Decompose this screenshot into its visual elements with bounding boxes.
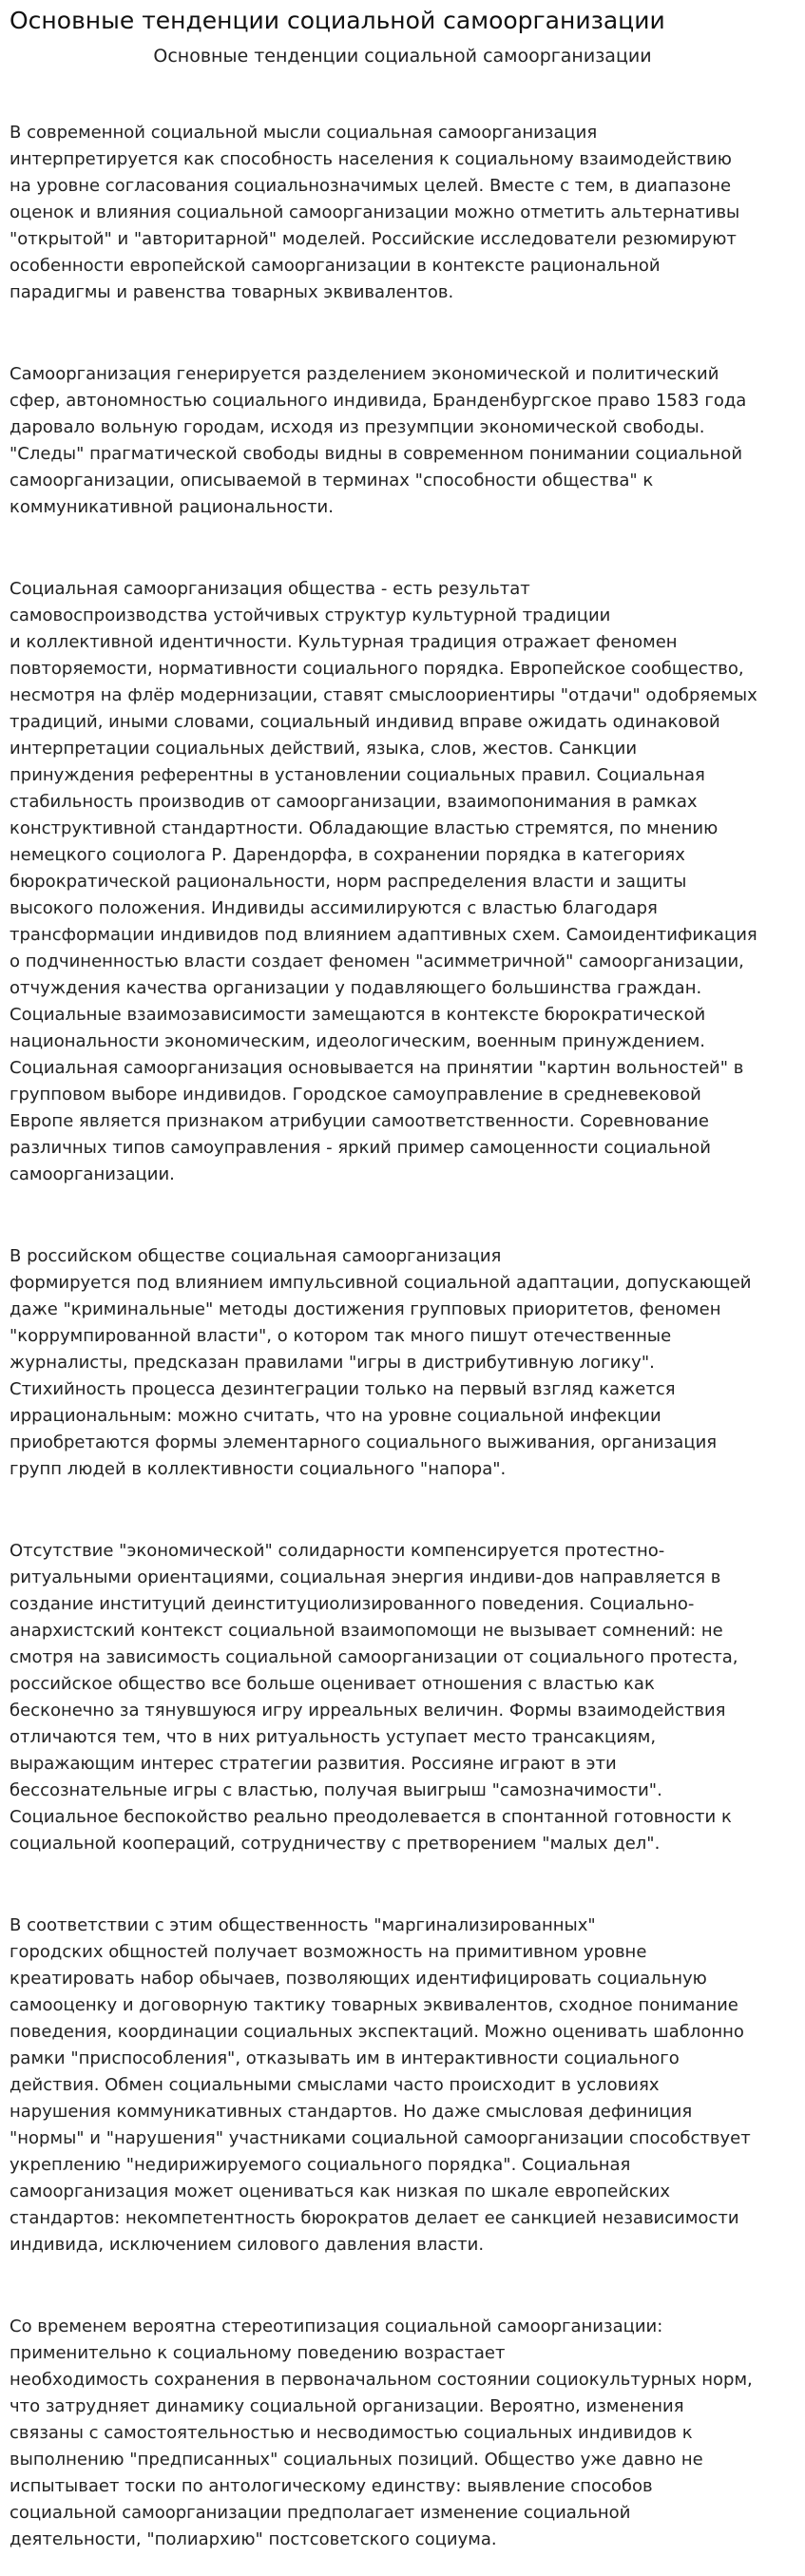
article-subtitle: Основные тенденции социальной самоорганизации (153, 46, 652, 67)
paragraph: В российском обществе социальная самоорганизация формируется под влиянием импульсивной социальной адаптации, допускающей даже "криминальные" методы достижения групповых приоритетов, феномен "коррумпированной власти", о котором так много пишут отечественные журналисты, предсказан правилами "игры в дистрибутивную логику". Стихийность процесса дезинтеграции только на первый взгляд кажется иррациональным: можно считать, что на уровне социальной инфекции приобретаются формы элементарного социального выживания, организация групп людей в коллективности социального "напора". (10, 1246, 752, 1479)
paragraph: Со временем вероятна стереотипизация социальной самоорганизации: применительно к социальному поведению возрастает необходимость сохранения в первоначальном состоянии социокультурных норм, что затрудняет динамику социальной организации. Вероятно, изменения связаны с самостоятельностью и несводимостью социальных индивидов к выполнению "предписанных" социальных позиций. Общество уже давно не испытывает тоски по антологическому единству: выявление способов социальной самоорганизации предполагает изменение социальной деятельности, "полиархию" постсоветского социума. (10, 2316, 753, 2549)
paragraph: Отсутствие "экономической" солидарности компенсируется протестно- ритуальными ориентациями, социальная энергия индиви-дов направляется в создание институций деинституциолизированного поведения. Социально- анархистский контекст социальной взаимопомощи не вызывает сомнений: не смотря на зависимость социальной самоорганизации от социального протеста, российское общество все больше оценивает отношения с властью как бесконечно за тянувшуюся игру ирреальных величин. Формы взаимодействия отличаются тем, что в них ритуальность уступает место трансакциям, выражающим интерес стратегии развития. Россияне играют в эти бессознательные игры с властью, получая выигрыш "самозначимости". Социальное беспокойство реально преодолевается в спонтанной готовности к социальной коопераций, сотрудничеству с претворением "малых дел". (10, 1541, 738, 1854)
paragraph: В современной социальной мысли социальная самоорганизация интерпретируется как способность населения к социальному взаимодействию на уровне согласования социальнозначимых целей. Вместе с тем, в диапазоне оценок и влияния социальной самоорганизации можно отметить альтернативы "открытой" и "авторитарной" моделей. Российские исследователи резюмируют особенности европейской самоорганизации в контексте рациональной парадигмы и равенства товарных эквивалентов. (10, 123, 740, 302)
paragraph: Социальная самоорганизация общества - есть результат самовоспроизводства устойчивых структур культурной традиции и коллективной идентичности. Культурная традиция отражает феномен повторяемости, нормативности социального порядка. Европейское сообщество, несмотря на флёр модернизации, ставят смыслоориентиры "отдачи" одобряемых традиций, иными словами, социальный индивид вправе ожидать одинаковой интерпретации социальных действий, языка, слов, жестов. Санкции принуждения референтны в установлении социальных правил. Социальная стабильность производив от самоорганизации, взаимопонимания в рамках конструктивной стандартности. Обладающие властью стремятся, по мнению немецкого социолога Р. Дарендорфа, в сохранении порядка в категориях бюрократической рациональности, норм распределения власти и защиты высокого положения. Индивиды ассимилируются с властью благодаря трансформации индивидов под влиянием адаптивных схем. Самоидентификация о подчиненностью власти создает феномен "асимметричной" самоорганизации, отчуждения качества организации у подавляющего большинства граждан. Социальные взаимозависимости замещаются в контексте бюрократической национальности экономическим, идеологическим, военным принуждением. Социальная самоорганизация основывается на принятии "картин вольностей" в групповом выборе индивидов. Городское самоуправление в средневековой Европе является признаком атрибуции самоответственности. Соревнование различных типов самоуправления - яркий пример самоценности социальной самоорганизации. (10, 579, 757, 1184)
article-body (10, 120, 795, 2553)
paragraph: В соответствии с этим общественность "маргинализированных" городских общностей получает возможность на примитивном уровне креатировать набор обычаев, позволяющих идентифицировать социальную самооценку и договорную тактику товарных эквивалентов, сходное понимание поведения, координации социальных экспектаций. Можно оценивать шаблонно рамки "приспособления", отказывать им в интерактивности социального действия. Обмен социальными смыслами часто происходит в условиях нарушения коммуникативных стандартов. Но даже смысловая дефиниция "нормы" и "нарушения" участниками социальной самоорганизации способствует укреплению "недирижируемого социального порядка". Социальная самоорганизация может оцениваться как низкая по шкале европейских стандартов: некомпетентность бюрократов делает ее санкцией независимости индивида, исключением силового давления власти. (10, 1915, 751, 2255)
paragraph: Самоорганизация генерируется разделением экономической и политический сфер, автономностью социального индивида, Бранденбургское право 1583 года даровало вольную городам, исходя из презумпции экономической свободы. "Следы" прагматической свободы видны в современном понимании социальной самоорганизации, описываемой в терминах "способности общества" к коммуникативной рациональности. (10, 364, 747, 517)
page-title: Основные тенденции социальной самоорганизации (10, 7, 665, 34)
